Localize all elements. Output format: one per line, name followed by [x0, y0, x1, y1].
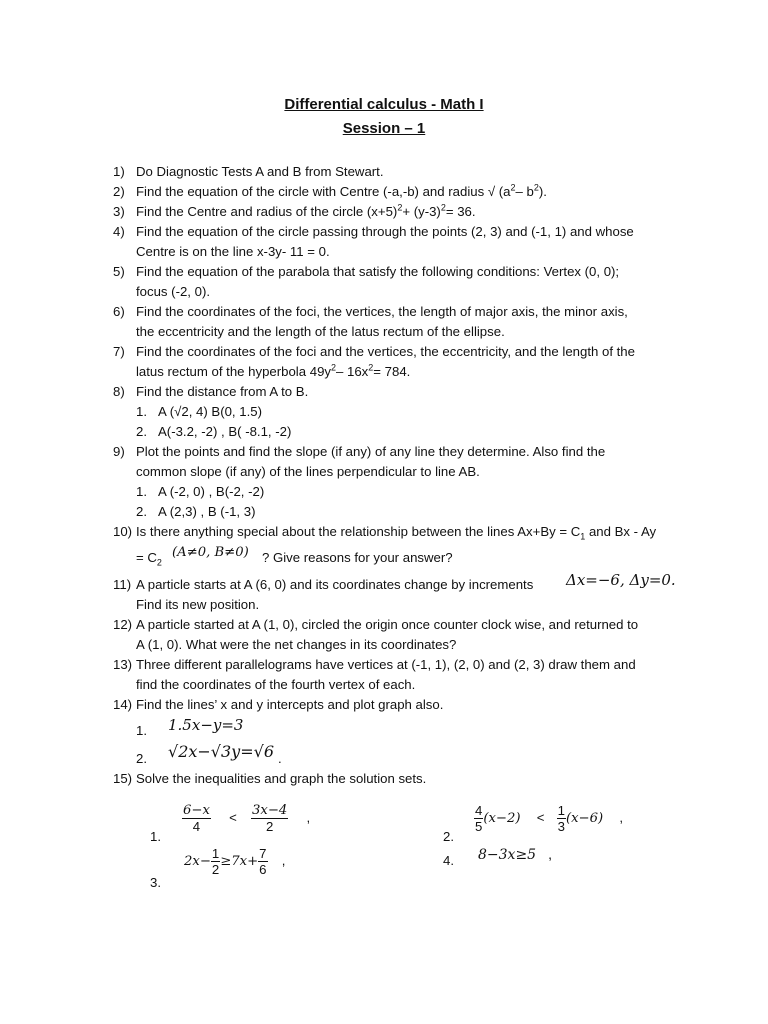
question-text: ? Give reasons for your answer? — [262, 550, 453, 565]
question-number: 12) — [113, 617, 133, 632]
sub-item-text: A (-2, 0) , B(-2, -2) — [158, 484, 265, 499]
question-text: Solve the inequalities and graph the solution sets. — [136, 771, 427, 786]
question-text: Find the coordinates of the foci and the vertices, the eccentricity, and the length of the — [136, 344, 635, 359]
question-number: 15) — [113, 771, 133, 786]
question-text: Do Diagnostic Tests A and B from Stewart. — [136, 164, 384, 179]
fraction: $\frac{1}{2}$ — [211, 846, 220, 877]
fraction: $\frac{6-x}{4}$ — [183, 803, 210, 834]
math-expression: Δx=−6, Δy=0. — [566, 571, 676, 589]
question-text: Find the equation of the parabola that satisfy the following conditions: Vertex (0, 0); — [136, 264, 620, 279]
question-number: 3) — [113, 204, 125, 219]
question-number: 1) — [113, 164, 125, 179]
equation-2: √2x−√3y=√6 — [168, 742, 274, 761]
question-number: 7) — [113, 344, 125, 359]
question-text: Find the coordinates of the foci, the vertices, the length of major axis, the minor axis, — [136, 304, 628, 319]
question-number: 9) — [113, 444, 125, 459]
inequality-4: 8−3x≥5 , — [478, 846, 552, 863]
math-expression: (A≠0, B≠0) — [172, 545, 249, 560]
question-text: Find the distance from A to B. — [136, 384, 309, 399]
sub-item-number: 4. — [443, 853, 454, 868]
sub-item-number: 1. — [136, 723, 147, 738]
sub-item-number: 1. — [150, 829, 161, 844]
question-number: 11) — [113, 577, 132, 592]
sub-item-text: A (2,3) , B (-1, 3) — [158, 504, 256, 519]
fraction: $\frac{1}{3}$ — [557, 803, 565, 834]
question-number: 5) — [113, 264, 125, 279]
sub-item-number: 1. — [136, 484, 147, 499]
sub-item-number: 3. — [150, 875, 161, 890]
question-text: A (1, 0). What were the net changes in its coordinates? — [136, 637, 457, 652]
equation-1: 1.5x−y=3 — [168, 716, 244, 734]
question-text: Find the equation of the circle with Centre (-a,-b) and radius √ ($a^2-$ $b^2$). — [136, 182, 547, 199]
session-title: Session – 1 — [342, 120, 426, 137]
question-text: A particle starts at A (6, 0) and its coordinates change by increments — [136, 577, 534, 592]
page-title: Differential calculus - Math I — [284, 96, 484, 113]
question-text: Centre is on the line x-3y- 11 = 0. — [136, 244, 330, 259]
fraction: $\frac{4}{5}$ — [475, 803, 483, 834]
question-text: Find the Centre and radius of the circle $(x+5)^2+ (y-3)^2= 36$. — [136, 202, 476, 219]
sub-item-number: 2. — [136, 504, 147, 519]
question-text: focus (-2, 0). — [136, 284, 211, 299]
sub-item-number: 2. — [443, 829, 454, 844]
sub-item-number: 2. — [136, 751, 147, 766]
question-number: 10) — [113, 524, 133, 539]
sub-item-text: A(-3.2, -2) , B( -8.1, -2) — [158, 424, 292, 439]
question-text: Find the equation of the circle passing through the points (2, 3) and (-1, 1) and whose — [136, 224, 634, 239]
fraction: $\frac{7}{6}$ — [259, 846, 267, 877]
question-number: 13) — [113, 657, 133, 672]
inequality-1: $\frac{6-x}{4}$ < $\frac{3x-4}{2}$ , — [183, 803, 311, 834]
question-number: 8) — [113, 384, 125, 399]
question-number: 6) — [113, 304, 125, 319]
question-text: find the coordinates of the fourth vertex of each. — [136, 677, 416, 692]
question-text: Find its new position. — [136, 597, 260, 612]
question-text: A particle started at A (1, 0), circled the origin once counter clock wise, and returned to — [136, 617, 639, 632]
question-text: Plot the points and find the slope (if any) of any line they determine. Also find the — [136, 444, 606, 459]
question-number: 14) — [113, 697, 133, 712]
question-text: the eccentricity and the length of the latus rectum of the ellipse. — [136, 324, 505, 339]
inequality-2: $\frac{4}{5}$ (x−2) < $\frac{1}{3}$ (x−6) , — [475, 803, 624, 834]
inequality-3: 2x− $\frac{1}{2}$ ≥7x+ $\frac{7}{6}$ , — [184, 846, 286, 877]
question-text: = $C_2$ — [136, 550, 162, 568]
question-number: 4) — [113, 224, 125, 239]
question-text: Three different parallelograms have vertices at (-1, 1), (2, 0) and (2, 3) draw them and — [136, 657, 636, 672]
question-text: common slope (if any) of the lines perpendicular to line AB. — [136, 464, 480, 479]
question-text: latus rectum of the hyperbola $49y^2-$ $16x^2= 784$. — [136, 362, 411, 379]
sub-item-text: A (√2, 4) B(0, 1.5) — [158, 404, 262, 419]
fraction: $\frac{3x-4}{2}$ — [252, 803, 288, 834]
question-number: 2) — [113, 184, 125, 199]
sub-item-number: 2. — [136, 424, 147, 439]
question-text: Find the lines’ x and y intercepts and plot graph also. — [136, 697, 444, 712]
sub-item-number: 1. — [136, 404, 147, 419]
question-text: Is there anything special about the relationship between the lines $Ax+By = C_1$ and Bx - Ay — [136, 524, 657, 542]
